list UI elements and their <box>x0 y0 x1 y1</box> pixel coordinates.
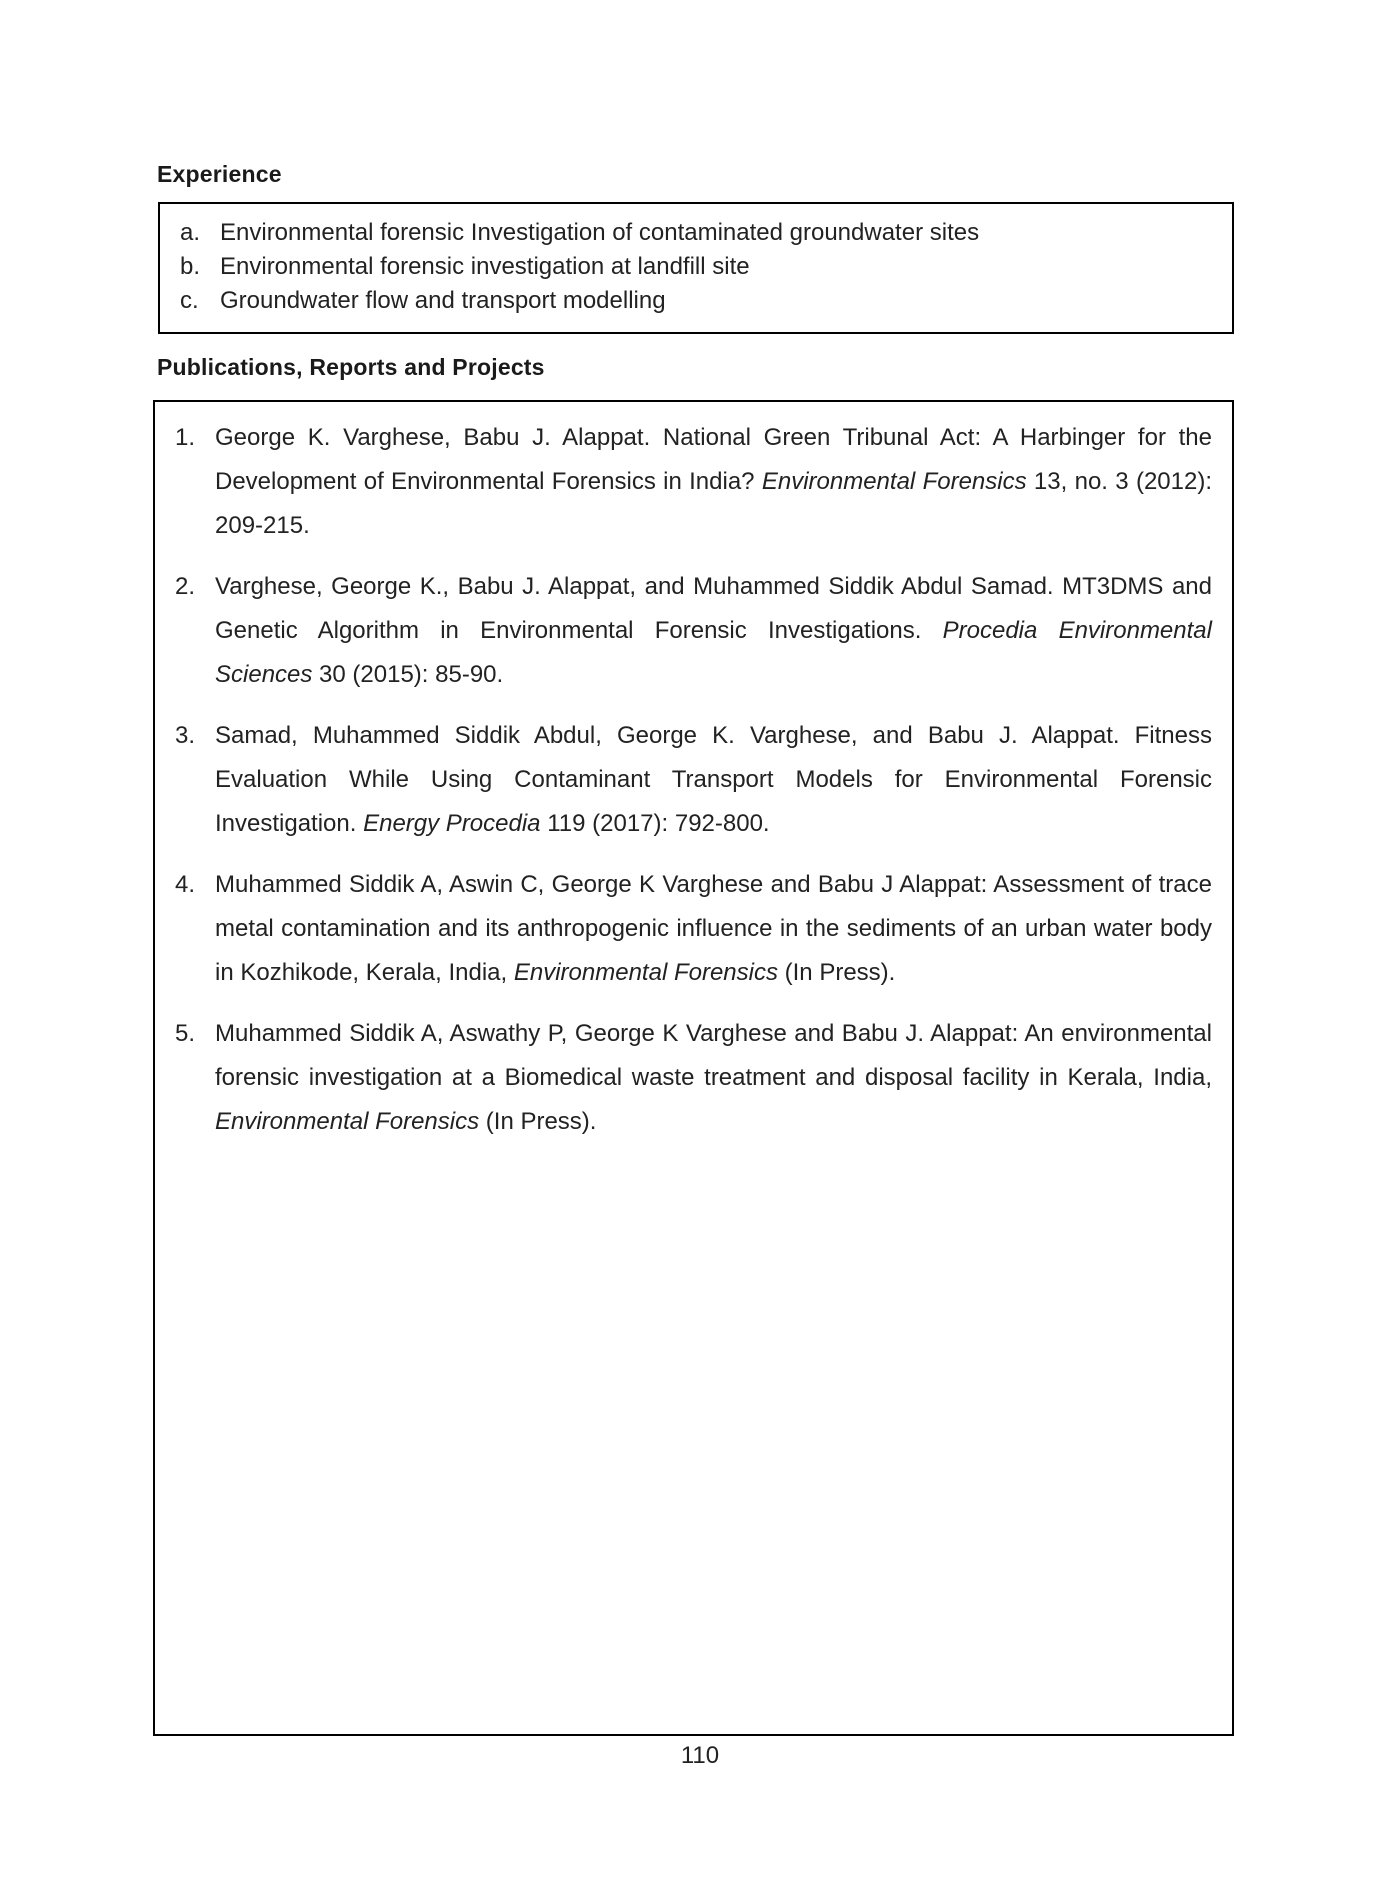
publication-citation: Muhammed Siddik A, Aswathy P, George K Varghese and Babu J. Alappat: An environmental forensic investigation at a Biomedical waste treatment and disposal facility in Kerala, India, <box>215 1020 1212 1091</box>
publication-item <box>155 416 1212 548</box>
publication-journal: Procedia Environmental Sciences <box>215 617 1212 688</box>
publication-details: 119 (2017): 792-800. <box>540 810 770 837</box>
publication-journal: Environmental Forensics <box>513 959 778 986</box>
publications-box <box>153 400 1234 1736</box>
experience-item-text: Environmental forensic Investigation of contaminated groundwater sites <box>220 219 980 246</box>
publication-journal: Energy Procedia <box>363 810 541 837</box>
publication-number: 1. <box>175 424 196 451</box>
publication-details: (In Press). <box>777 959 896 986</box>
experience-item-marker: c. <box>180 287 199 314</box>
experience-heading: Experience <box>157 161 282 187</box>
publication-details: (In Press). <box>479 1108 597 1135</box>
experience-item <box>160 216 1232 250</box>
publication-citation: Muhammed Siddik A, Aswin C, George K Varghese and Babu J Alappat: Assessment of trace metal contamination and its anthropogenic influence in the sediments of an urban water body in Kozhikode, Kerala, India, <box>215 871 1212 986</box>
publication-item <box>155 714 1212 846</box>
page-number: 110 <box>680 1742 720 1769</box>
experience-item <box>160 250 1232 284</box>
publications-list <box>155 402 1232 1144</box>
publication-details: 13, no. 3 (2012): 209-215. <box>215 468 1212 539</box>
publication-number: 2. <box>175 573 196 600</box>
publication-citation: Samad, Muhammed Siddik Abdul, George K. Varghese, and Babu J. Alappat. Fitness Evaluation While Using Contaminant Transport Models for Environmental Forensic Investigation. <box>215 722 1212 837</box>
publications-heading: Publications, Reports and Projects <box>157 354 545 380</box>
publication-item <box>155 565 1212 697</box>
publication-citation: Varghese, George K., Babu J. Alappat, and Muhammed Siddik Abdul Samad. MT3DMS and Genetic Algorithm in Environmental Forensic Investigations. <box>215 573 1212 644</box>
publication-number: 3. <box>175 722 196 749</box>
experience-item-marker: a. <box>180 219 201 246</box>
publication-journal: Environmental Forensics <box>215 1108 480 1135</box>
publication-item <box>155 863 1212 995</box>
publication-number: 4. <box>175 871 196 898</box>
publication-journal: Environmental Forensics <box>761 468 1027 495</box>
publication-citation: George K. Varghese, Babu J. Alappat. National Green Tribunal Act: A Harbinger for the Development of Environmental Forensics in India? <box>215 424 1212 495</box>
experience-item-text: Environmental forensic investigation at landfill site <box>220 253 750 280</box>
experience-item-text: Groundwater flow and transport modelling <box>220 287 666 314</box>
experience-item-marker: b. <box>180 253 201 280</box>
publication-item <box>155 1012 1212 1144</box>
experience-item <box>160 284 1232 318</box>
publication-number: 5. <box>175 1020 196 1047</box>
experience-list <box>160 204 1232 318</box>
publication-details: 30 (2015): 85-90. <box>312 661 504 688</box>
experience-box <box>158 202 1234 334</box>
